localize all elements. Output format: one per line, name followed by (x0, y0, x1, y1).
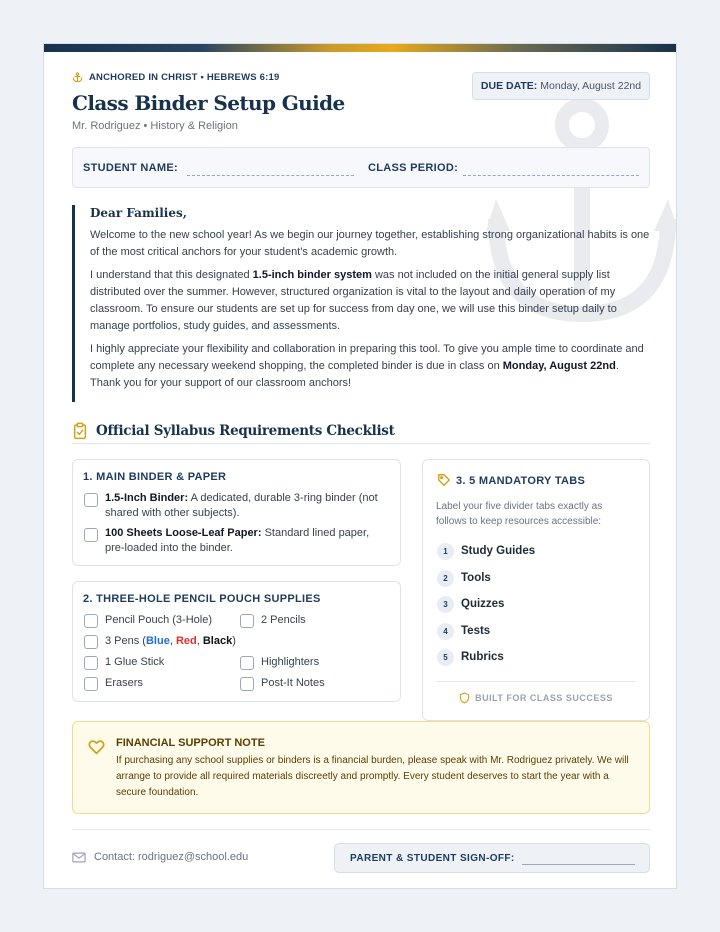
pencil-pouch-card (72, 581, 401, 702)
pens-item (105, 634, 236, 649)
separator: , (169, 635, 176, 647)
letter-paragraph-3 (90, 341, 650, 392)
binder-checkbox[interactable] (84, 493, 98, 507)
student-info-bar (72, 147, 650, 188)
tab-label-tools: Tools (461, 572, 491, 584)
pouch-item: Pencil Pouch (3-Hole) (105, 614, 212, 626)
financial-note-title: FINANCIAL SUPPORT NOTE (116, 737, 265, 749)
glue-item: 1 Glue Stick (105, 656, 165, 668)
paper-item-name: 100 Sheets Loose-Leaf Paper: (105, 527, 262, 539)
due-date-emphasis: Monday, August 22nd (502, 360, 616, 372)
binder-card-title: 1. MAIN BINDER & PAPER (83, 471, 227, 483)
paper-item (105, 526, 390, 556)
tag-icon (437, 473, 451, 487)
contact-info (72, 851, 248, 863)
binder-system-emphasis: 1.5-inch binder system (252, 269, 372, 281)
pouch-card-title: 2. THREE-HOLE PENCIL POUCH SUPPLIES (83, 593, 321, 605)
student-name-label: STUDENT NAME: (83, 162, 178, 174)
pencils-item: 2 Pencils (261, 614, 306, 626)
letter-greeting: Dear Families, (90, 206, 187, 220)
pencils-checkbox[interactable] (240, 614, 254, 628)
postit-item: Post-It Notes (261, 677, 325, 689)
pen-black: Black (202, 635, 233, 647)
paper-checkbox[interactable] (84, 528, 98, 542)
family-letter (72, 205, 650, 402)
due-date-badge (472, 72, 650, 100)
due-date-label: DUE DATE: (480, 80, 538, 92)
binder-item-name: 1.5-Inch Binder: (105, 492, 189, 504)
letter-text: I highly appreciate your flexibility and collaboration in preparing this tool. To give you ample time to coordinate and complete any necessary weekend shopping, the completed binder is due in class on (90, 343, 644, 372)
clipboard-check-icon (72, 422, 88, 440)
anchor-icon (72, 72, 83, 83)
pens-suffix: ) (232, 635, 236, 647)
footer-divider (72, 829, 650, 830)
pens-checkbox[interactable] (84, 635, 98, 649)
student-name-field[interactable] (187, 175, 354, 176)
tab-label-study-guides: Study Guides (461, 545, 536, 557)
separator: , (196, 635, 203, 647)
letter-paragraph-1: Welcome to the new school year! As we begin our journey together, establishing strong organizational habits is one of the most critical anchors for your student's academic growth. (90, 229, 650, 258)
signoff-label: PARENT & STUDENT SIGN-OFF: (350, 853, 515, 864)
pen-red: Red (175, 635, 197, 647)
page-title: Class Binder Setup Guide (72, 91, 345, 115)
tab-number: 4 (437, 623, 454, 640)
motto (72, 72, 279, 83)
paper-item-desc: Standard lined paper, pre-loaded into the binder. (105, 527, 370, 554)
erasers-item: Erasers (105, 677, 143, 689)
erasers-checkbox[interactable] (84, 677, 98, 691)
pens-prefix: 3 Pens ( (105, 635, 146, 647)
top-accent-bar (44, 44, 676, 52)
checklist-title: Official Syllabus Requirements Checklist (96, 422, 395, 439)
financial-note-text: If purchasing any school supplies or binders is a financial burden, please speak with Mr. Rodriguez privately. We will arrange to provide all required materials discreetly and promptly. Every student deserves to start the year with a secure foundation. (116, 755, 629, 798)
tab-number: 2 (437, 570, 454, 587)
pen-blue: Blue (145, 635, 170, 647)
tab-label-tests: Tests (461, 625, 491, 637)
letter-text: . Thank you for your support of our classroom anchors! (90, 360, 619, 389)
class-period-field[interactable] (463, 175, 639, 176)
binder-paper-card (72, 459, 401, 566)
mandatory-tabs-card (422, 459, 650, 721)
binder-item (105, 491, 390, 521)
financial-support-note (72, 721, 650, 814)
tab-number: 5 (437, 649, 454, 666)
postit-checkbox[interactable] (240, 677, 254, 691)
tab-label-quizzes: Quizzes (461, 598, 505, 610)
pouch-checkbox[interactable] (84, 614, 98, 628)
mail-icon (72, 852, 86, 863)
heart-icon (88, 739, 105, 755)
handout-page (43, 43, 677, 889)
letter-paragraph-2 (90, 267, 650, 335)
shield-icon (459, 692, 470, 704)
glue-checkbox[interactable] (84, 656, 98, 670)
motto-text: ANCHORED IN CHRIST • HEBREWS 6:19 (89, 72, 280, 83)
due-date-value: Monday, August 22nd (540, 80, 642, 92)
tab-number: 3 (437, 596, 454, 613)
built-for-success-text: BUILT FOR CLASS SUCCESS (475, 693, 613, 703)
tabs-description: Label your five divider tabs exactly as follows to keep resources accessible: (436, 501, 603, 527)
tab-label-rubrics: Rubrics (461, 651, 504, 663)
checklist-header (72, 418, 650, 444)
signoff-signature-field[interactable] (522, 864, 635, 865)
page-subtitle: Mr. Rodriguez • History & Religion (72, 120, 238, 132)
highlighters-checkbox[interactable] (240, 656, 254, 670)
letter-text: I understand that this designated (90, 269, 253, 281)
letter-text: was not included on the initial general supply list distributed over the summer. However, structured organization is vital to the layout and daily operation of my classroom. To ensure our students are set up for success from day one, we will use this binder setup daily to manage portfolios, study guides, and assessments. (90, 269, 617, 332)
signoff-box (334, 843, 650, 873)
built-for-success (437, 681, 635, 704)
highlighters-item: Highlighters (261, 656, 320, 668)
contact-email[interactable]: Contact: rodriguez@school.edu (94, 851, 249, 863)
tab-number: 1 (437, 543, 454, 560)
class-period-label: CLASS PERIOD: (368, 162, 459, 174)
tabs-card-title: 3. 5 MANDATORY TABS (456, 475, 586, 487)
binder-item-desc: A dedicated, durable 3-ring binder (not shared with other subjects). (105, 492, 378, 519)
